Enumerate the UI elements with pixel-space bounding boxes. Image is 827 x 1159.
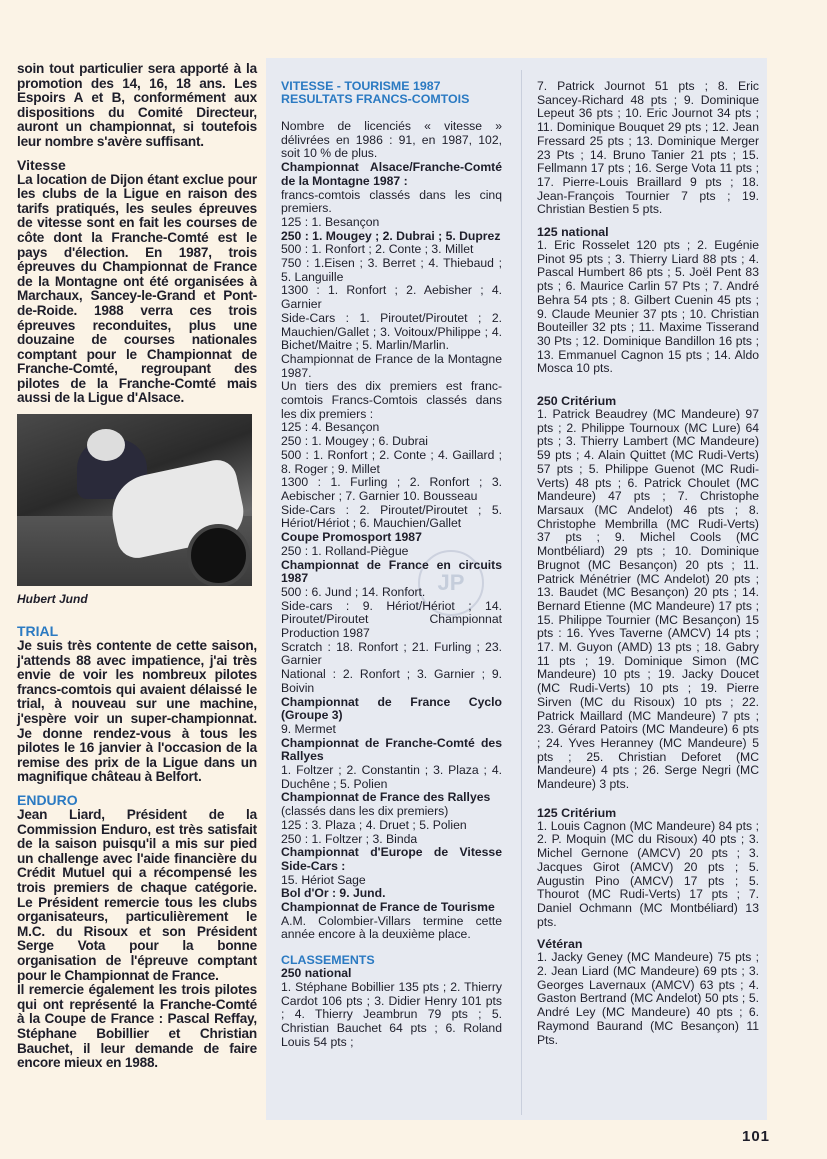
- circuits-500: 500 : 6. Jund ; 14. Ronfort.: [281, 584, 426, 599]
- enduro-heading: ENDURO: [17, 792, 78, 808]
- national-results: National : 2. Ronfort ; 3. Garnier ; 9. Boivin: [281, 667, 502, 695]
- middle-column: [281, 80, 502, 1049]
- criterium-125-heading: 125 Critérium: [537, 805, 617, 820]
- europe-results: 15. Hériot Sage: [281, 872, 366, 887]
- rallyes-250: 250 : 1. Foltzer ; 3. Binda: [281, 831, 418, 846]
- criterium-250-results: 1. Patrick Beaudrey (MC Mandeure) 97 pts ; 2. Philippe Tournoux (MC Lure) 64 pts ; 3. Thierry Lambert (MC Mandeure) 59 pts ; 4. Alain Quittet (MC Rudi-Verts) 57 pts ; 5. Philippe Guenot (MC Rudi-Verts) 48 pts ; 6. Patrick Choulet (MC Mandeure) 47 pts ; 7. Christophe Marsaux (MC Andelot) 46 pts ; 8. Christophe Membrilla (MC Rudi-Verts) 37 pts ; 9. Michel Cools (MC Montbéliard) 29 pts ; 10. Dominique Brugnot (MC Besançon) 20 pts ; 11. Patrick Ménétrier (MC Andelot) 20 pts ; 13. Baudet (MC Besançon) 20 pts ; 14. Bernard Etienne (MC Mandeure) 17 pts ; 15. Philippe Tournier (MC Besançon) 15 pts : 16. Yves Taverne (AMCV) 14 pts ; 17. M. Guyon (AMD) 13 pts ; 18. Gabry 11 pts ; 19. Dominique Simon (MC Mandeure) 10 pts ; 19. Jacky Doucet (MC Rudi-Verts) 10 pts ; 19. Pierre Sirven (MC du Risoux) 10 pts ; 22. Patrick Maillard (MC Mandeure) 7 pts ; 23. Gérard Patoirs (MC Mandeure) 6 pts ; 24. Yves Heranney (MC Mandeure) 5 pts ; 25. Christian Deforet (MC Mandeure) 4 pts ; 26. Serge Negri (MC Mandeure) 3 pts.: [537, 407, 759, 792]
- national-250-results: 1. Stéphane Bobillier 135 pts ; 2. Thierry Cardot 106 pts ; 3. Didier Henry 101 pts ; 4. Thierry Jeambrun 79 pts ; 5. Christian Bauchet 64 pts ; 6. Roland Louis 54 pts ;: [281, 979, 502, 1049]
- rallyes-fr-heading: Championnat de France des Rallyes: [281, 790, 491, 805]
- motorcycle-photo: [17, 414, 252, 586]
- veteran-results: 1. Jacky Geney (MC Mandeure) 75 pts ; 2. Jean Liard (MC Mandeure) 69 pts ; 3. Georges Lavernaux (AMCV) 63 pts ; 4. Gaston Bertrand (MC Andelot) 50 pts ; 5. André Ley (MC Mandeure) 40 pts ; 6. Raymond Baurand (MC Besançon) 11 Pts.: [537, 950, 759, 1047]
- mont-1300: 1300 : 1. Furling ; 2. Ronfort ; 3. Aebischer ; 7. Garnier 10. Bousseau: [281, 475, 502, 503]
- promosport-250: 250 : 1. Rolland-Piègue: [281, 543, 409, 558]
- national-250-heading: 250 national: [281, 966, 352, 981]
- criterium-125-results: 1. Louis Cagnon (MC Mandeure) 84 pts ; 2. P. Moquin (MC du Risoux) 40 pts ; 3. Michel Gernone (AMCV) 20 pts ; 3. Jacques Girot (AMCV) 20 pts ; 5. Augustin Pino (AMCV) 17 pts ; 5. Thourot (MC Rudi-Verts) 17 pts ; 7. Daniel Ochmann (MC Montbéliard) 13 pts.: [537, 818, 759, 929]
- alsace-intro: francs-comtois classés dans les cinq premiers.: [281, 187, 502, 216]
- scratch-results: Scratch : 18. Ronfort ; 21. Furling ; 23. Garnier: [281, 639, 502, 668]
- licence-count: Nombre de licenciés « vitesse » délivrées en 1986 : 91, en 1987, 102, soit 10 % de plus.: [281, 119, 502, 161]
- cyclo-heading: Championnat de France Cyclo (Groupe 3): [281, 694, 502, 723]
- enduro-paragraph-1: Jean Liard, Président de la Commission Enduro, est très satisfait de la saison puisqu'il a mis sur pied un challenge avec l'aide financière du Crédit Mutuel qui a récompensé les trois premiers de chaque catégorie. Le Président remercie tous les clubs organisateurs, particulièrement le M.C. du Risoux et son Président Serge Vota pour la bonne organisation de l'épreuve comptant pour le Championnat de France.: [17, 807, 257, 983]
- rallyes-fc-results: 1. Foltzer ; 2. Constantin ; 3. Plaza ; 4. Duchêne ; 5. Polien: [281, 763, 502, 791]
- box-title-2: RESULTATS FRANCS-COMTOIS: [281, 92, 470, 106]
- classements-heading: CLASSEMENTS: [281, 953, 375, 968]
- tiers-intro: Un tiers des dix premiers est franc-comtois Francs-Comtois classés dans les dix premiers :: [281, 379, 502, 421]
- circuits-heading: Championnat de France en circuits 1987: [281, 557, 502, 586]
- enduro-paragraph-2: Il remercie également les trois pilotes qui ont représenté la Franche-Comté à la Coupe de France : Pascal Reffay, Stéphane Bobillier et Christian Bauchet, il leur demande de faire encore mieux en 1988.: [17, 982, 257, 1071]
- cyclo-results: 9. Mermet: [281, 721, 336, 736]
- photo-caption: Hubert Jund: [17, 592, 88, 607]
- rallyes-125: 125 : 3. Plaza ; 4. Druet ; 5. Polien: [281, 817, 467, 832]
- france-montagne: Championnat de France de la Montagne 1987.: [281, 351, 502, 380]
- alsace-125: 125 : 1. Besançon: [281, 214, 380, 229]
- national-250-continued: 7. Patrick Journot 51 pts ; 8. Eric Sancey-Richard 48 pts ; 9. Dominique Lepeut 36 pts ; 10. Eric Journot 34 pts ; 11. Dominique Bouquet 29 pts ; 12. Jean Fressard 25 pts ; 13. Dominique Merger 23 Pts ; 14. Bruno Tanier 21 pts ; 15. Fellmann 17 pts ; 16. Serge Vota 11 pts ; 17. Pierre-Louis Braillard 9 pts ; 18. Jean-François Tournier 7 pts ; 19. Christian Bestien 5 pts.: [537, 79, 759, 217]
- criterium-250-heading: 250 Critérium: [537, 394, 617, 409]
- mont-250: 250 : 1. Mougey ; 6. Dubrai: [281, 434, 429, 449]
- promosport-heading: Coupe Promosport 1987: [281, 530, 422, 545]
- rallyes-fc-heading: Championnat de Franche-Comté des Rallyes: [281, 735, 502, 764]
- alsace-1300: 1300 : 1. Ronfort ; 2. Aebisher ; 4. Garnier: [281, 283, 502, 312]
- tourisme-text: A.M. Colombier-Villars termine cette année encore à la deuxième place.: [281, 913, 502, 942]
- alsace-750: 750 : 1.Eisen ; 3. Berret ; 4. Thiebaud ; 5. Languille: [281, 256, 502, 284]
- europe-heading: Championnat d'Europe de Vitesse Side-Cars :: [281, 845, 502, 873]
- trial-paragraph: Je suis très contente de cette saison, j'attends 88 avec impatience, j'ai très envie de voir les nombreux pilotes francs-comtois qui avaient délaissé le trial, à nouveau sur une machine, j'espère voir un super-championnat. Je donne rendez-vous à tous les pilotes le 16 janvier à l'occasion de la remise des prix de la Ligue dans un magnifique château à Belfort.: [17, 638, 257, 785]
- alsace-heading: Championnat Alsace/Franche-Comté de la Montagne 1987 :: [281, 160, 502, 188]
- alsace-sidecars: Side-Cars : 1. Piroutet/Piroutet ; 2. Mauchien/Gallet ; 3. Voitoux/Philippe ; 4. Bichet/Maitre ; 5. Marlin/Marlin.: [281, 310, 502, 353]
- mont-125: 125 : 4. Besançon: [281, 420, 380, 435]
- mont-sidecars: Side-Cars : 2. Piroutet/Piroutet ; 5. Hériot/Hériot ; 6. Mauchien/Gallet: [281, 502, 502, 531]
- national-125-heading: 125 national: [537, 225, 609, 240]
- circuits-sidecars: Side-cars : 9. Hériot/Hériot ; 14. Piroutet/Piroutet Championnat Production 1987: [281, 598, 502, 641]
- trial-heading: TRIAL: [17, 623, 59, 640]
- vitesse-heading: Vitesse: [17, 156, 66, 173]
- veteran-heading: Vétéran: [537, 937, 583, 952]
- right-column: [537, 80, 759, 1047]
- alsace-250: 250 : 1. Mougey ; 2. Dubrai ; 5. Duprez: [281, 228, 501, 243]
- column-divider: [521, 70, 522, 1115]
- alsace-500: 500 : 1. Ronfort ; 2. Conte ; 3. Millet: [281, 242, 474, 257]
- page-number: 101: [742, 1128, 771, 1145]
- left-column: [17, 62, 257, 1071]
- vitesse-paragraph: La location de Dijon étant exclue pour les clubs de la Ligue en raison des tarifs pratiqués, les seules épreuves de vitesse sont en fait les courses de côte dont la Franche-Comté est le pays d'élection. En 1987, trois épreuves du Championnat de France de la Montagne ont été organisées à Marchaux, Sancey-le-Grand et Pont-de-Roide. 1988 verra ces trois épreuves reconduites, plus une douzaine de courses nationales comptant pour le Championnat de Franche-Comté, regroupant des pilotes de la Franche-Comté mais aussi de la Ligue d'Alsace.: [17, 171, 257, 406]
- mont-500: 500 : 1. Ronfort ; 2. Conte ; 4. Gaillard ; 8. Roger ; 9. Millet: [281, 447, 502, 476]
- national-125-results: 1. Eric Rosselet 120 pts ; 2. Eugénie Pinot 95 pts ; 3. Thierry Liard 88 pts ; 4. Pascal Humbert 86 pts ; 5. Joël Pent 83 pts ; 6. Maurice Carlin 57 Pts ; 7. André Behra 54 pts ; 8. Gilbert Cuenin 45 pts ; 9. Claude Meunier 37 pts ; 10. Christian Bouteiller 32 pts ; 11. Maxime Tisserand 30 Pts ; 12. Dominique Bandillon 16 pts ; 13. Emmanuel Cagnon 15 pts ; 14. Aldo Mosca 10 pts.: [537, 238, 759, 376]
- bol-dor: Bol d'Or : 9. Jund.: [281, 886, 386, 901]
- box-title-1: VITESSE - TOURISME 1987: [281, 79, 441, 93]
- tourisme-heading: Championnat de France de Tourisme: [281, 900, 495, 915]
- library-stamp: JP: [418, 550, 484, 616]
- intro-paragraph: soin tout particulier sera apporté à la promotion des 14, 16, 18 ans. Les Espoirs A et B, conformément aux dispositions du Comité Directeur, auront un championnat, si toutefois leur nombre s'avère suffisant.: [17, 61, 257, 149]
- rallyes-fr-intro: (classés dans les dix premiers): [281, 804, 449, 819]
